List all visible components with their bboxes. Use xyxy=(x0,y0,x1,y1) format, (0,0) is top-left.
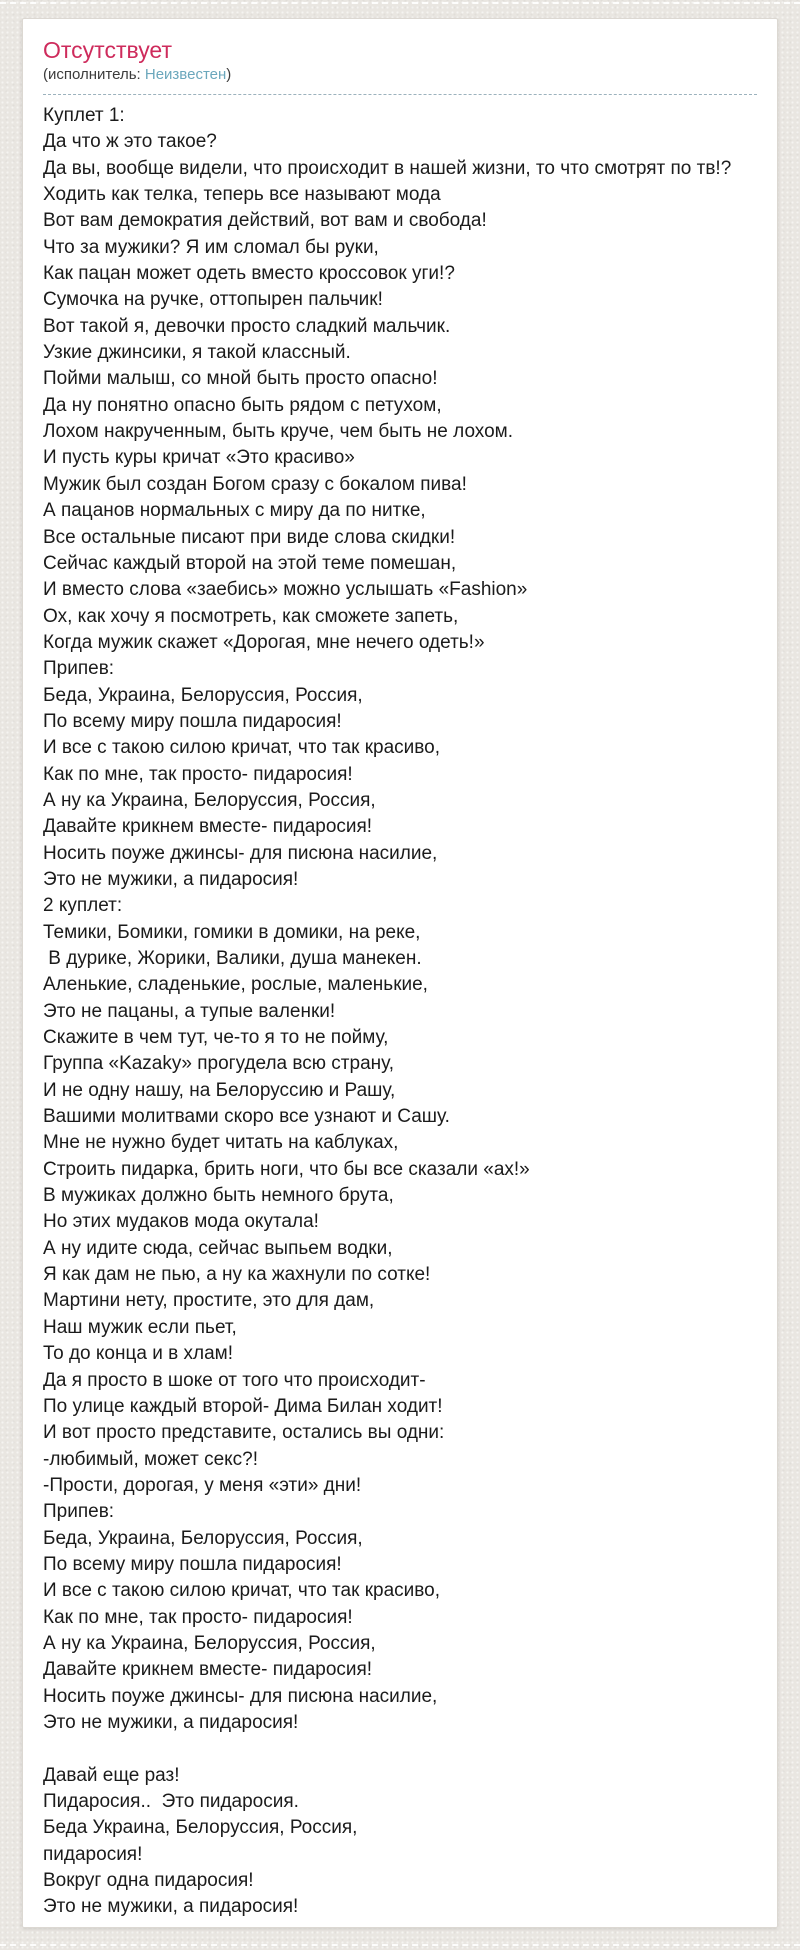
artist-line xyxy=(43,65,757,95)
lyric-line: Что за мужики? Я им сломал бы руки, xyxy=(43,236,379,258)
lyric-line: Да вы, вообще видели, что происходит в нашей жизни, то что смотрят по тв!? xyxy=(43,157,732,179)
lyric-line: Да что ж это такое? xyxy=(43,131,217,153)
lyric-line: А ну ка Украина, Белоруссия, Россия, xyxy=(43,789,376,811)
lyric-line: Как пацан может одеть вместо кроссовок уги!? xyxy=(43,263,455,285)
lyric-line: А ну идите сюда, сейчас выпьем водки, xyxy=(43,1237,393,1259)
lyric-line: И вместо слова «заебись» можно услышать «Fashion» xyxy=(43,579,528,601)
bottom-edge-dashed-line xyxy=(0,1944,800,1946)
lyric-line: А ну ка Украина, Белоруссия, Россия, xyxy=(43,1632,376,1654)
lyric-line: Скажите в чем тут, че-то я то не пойму, xyxy=(43,1027,389,1049)
artist-link[interactable]: Неизвестен xyxy=(144,66,227,83)
lyric-line: Вашими молитвами скоро все узнают и Сашу. xyxy=(43,1106,450,1128)
lyric-line: Это не мужики, а пидаросия! xyxy=(43,1896,299,1918)
lyrics-text xyxy=(43,103,757,1921)
lyric-line: Беда Украина, Белоруссия, Россия, xyxy=(43,1817,358,1839)
lyric-line: Когда мужик скажет «Дорогая, мне нечего одеть!» xyxy=(43,631,485,653)
page-title: Отсутствует xyxy=(43,37,172,63)
lyric-line: И вот просто представите, остались вы одни: xyxy=(43,1422,445,1444)
lyric-line: Это не мужики, а пидаросия! xyxy=(43,1711,299,1733)
lyric-line: пидаросия! xyxy=(43,1843,143,1865)
lyric-line: Это не пацаны, а тупые валенки! xyxy=(43,1000,336,1022)
lyric-line: Беда, Украина, Белоруссия, Россия, xyxy=(43,684,363,706)
lyric-line: Да ну понятно опасно быть рядом с петухом, xyxy=(43,394,442,416)
lyric-line: Группа «Kazaky» прогудела всю страну, xyxy=(43,1053,395,1075)
lyric-line: Ох, как хочу я посмотреть, как сможете запеть, xyxy=(43,605,459,627)
lyric-line: Да я просто в шоке от того что происходит- xyxy=(43,1369,426,1391)
lyric-line: Все остальные писают при виде слова скидки! xyxy=(43,526,456,548)
lyric-line xyxy=(43,1736,757,1762)
lyric-line: Вот вам демократия действий, вот вам и свобода! xyxy=(43,210,487,232)
artist-label-prefix: (исполнитель: xyxy=(43,66,145,83)
lyric-line: Как по мне, так просто- пидаросия! xyxy=(43,1606,353,1628)
lyric-line: По улице каждый второй- Дима Билан ходит! xyxy=(43,1395,443,1417)
lyric-line: Мартини нету, простите, это для дам, xyxy=(43,1290,375,1312)
lyric-line: Строить пидарка, брить ноги, что бы все сказали «ах!» xyxy=(43,1158,530,1180)
lyric-line: Я как дам не пью, а ну ка жахнули по сотке! xyxy=(43,1264,431,1286)
lyric-line: Мне не нужно будет читать на каблуках, xyxy=(43,1132,399,1154)
lyric-line: Припев: xyxy=(43,658,115,680)
lyric-line: -Прости, дорогая, у меня «эти» дни! xyxy=(43,1474,362,1496)
lyric-line: И все с такою силою кричат, что так красиво, xyxy=(43,737,440,759)
lyric-line: Ходить как телка, теперь все называют мода xyxy=(43,184,441,206)
lyric-line: Сейчас каждый второй на этой теме помешан, xyxy=(43,552,457,574)
lyric-line: Носить поуже джинсы- для писюна насилие, xyxy=(43,842,438,864)
lyric-line: Узкие джинсики, я такой классный. xyxy=(43,342,351,364)
lyric-line: 2 куплет: xyxy=(43,895,123,917)
lyric-line: Припев: xyxy=(43,1501,115,1523)
lyric-line: А пацанов нормальных с миру да по нитке, xyxy=(43,500,426,522)
lyric-line: -любимый, может секс?! xyxy=(43,1448,259,1470)
lyric-line: Темики, Бомики, гомики в домики, на реке, xyxy=(43,921,421,943)
lyric-line: Но этих мудаков мода окутала! xyxy=(43,1211,319,1233)
lyric-line: То до конца и в хлам! xyxy=(43,1343,233,1365)
lyric-line: Давайте крикнем вместе- пидаросия! xyxy=(43,1659,373,1681)
lyric-line: Сумочка на ручке, оттопырен пальчик! xyxy=(43,289,383,311)
lyric-line: Пойми малыш, со мной быть просто опасно! xyxy=(43,368,438,390)
lyric-line: Пидаросия.. Это пидаросия. xyxy=(43,1791,299,1812)
lyric-line: Лохом накрученным, быть круче, чем быть не лохом. xyxy=(43,421,513,443)
lyric-line: И пусть куры кричат «Это красиво» xyxy=(43,447,355,469)
lyric-line: Мужик был создан Богом сразу с бокалом пива! xyxy=(43,473,467,495)
lyric-line: Наш мужик если пьет, xyxy=(43,1316,237,1338)
lyric-line: И все с такою силою кричат, что так красиво, xyxy=(43,1580,440,1602)
lyric-line: Вокруг одна пидаросия! xyxy=(43,1870,254,1892)
lyric-line: И не одну нашу, на Белоруссию и Рашу, xyxy=(43,1079,396,1101)
lyrics-card xyxy=(22,18,778,1928)
lyric-line: В мужиках должно быть немного брута, xyxy=(43,1185,394,1207)
lyric-line: Это не мужики, а пидаросия! xyxy=(43,868,299,890)
lyric-line: Беда, Украина, Белоруссия, Россия, xyxy=(43,1527,363,1549)
lyric-line: В дурике, Жорики, Валики, душа манекен. xyxy=(43,948,422,969)
artist-label-suffix: ) xyxy=(226,66,232,83)
lyric-line: Вот такой я, девочки просто сладкий мальчик. xyxy=(43,315,451,337)
top-edge-dashed-line xyxy=(0,2,800,4)
lyric-line: По всему миру пошла пидаросия! xyxy=(43,710,342,732)
lyric-line: По всему миру пошла пидаросия! xyxy=(43,1553,342,1575)
lyric-line: Давай еще раз! xyxy=(43,1764,180,1786)
lyric-line: Куплет 1: xyxy=(43,105,125,126)
lyric-line: Аленькие, сладенькие, рослые, маленькие, xyxy=(43,974,428,996)
lyric-line: Носить поуже джинсы- для писюна насилие, xyxy=(43,1685,438,1707)
lyric-line: Давайте крикнем вместе- пидаросия! xyxy=(43,816,373,838)
lyric-line: Как по мне, так просто- пидаросия! xyxy=(43,763,353,785)
